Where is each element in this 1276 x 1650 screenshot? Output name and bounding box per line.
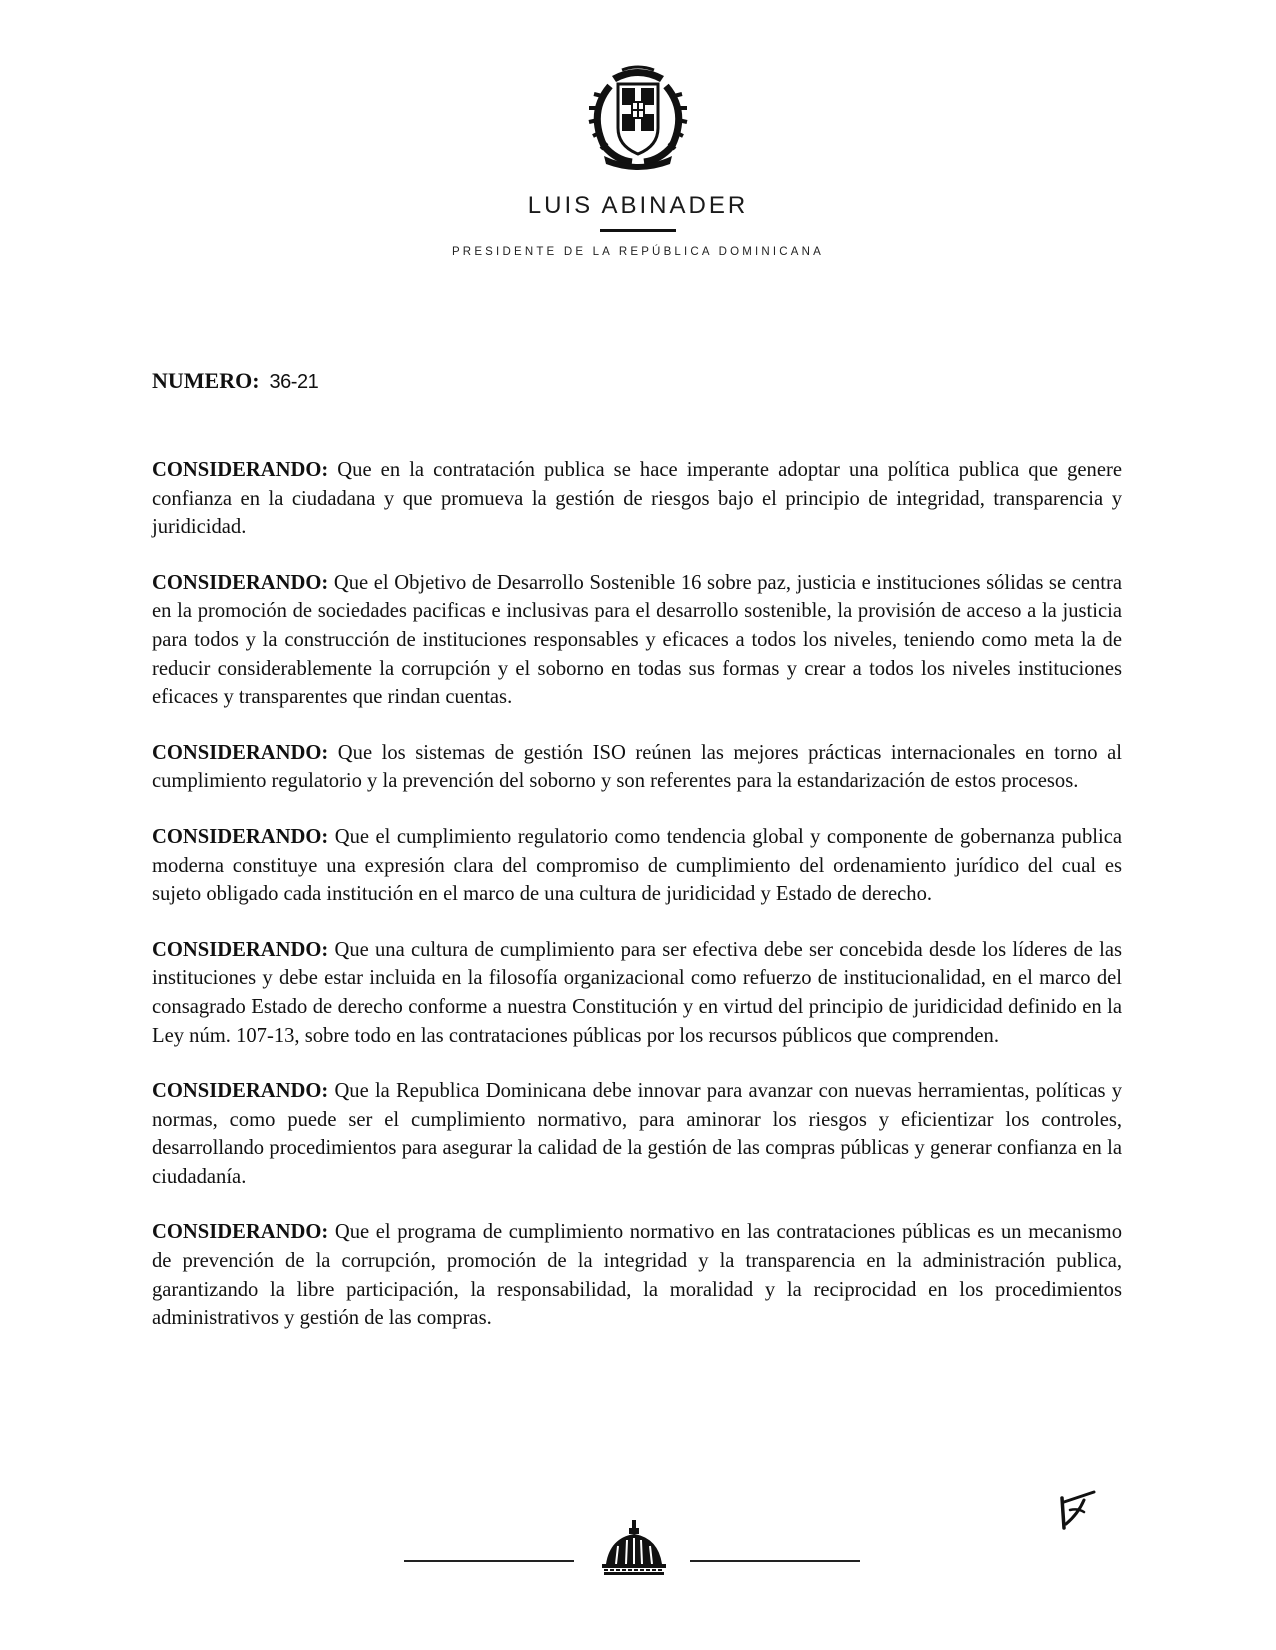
footer-rule-left bbox=[404, 1560, 574, 1562]
clause-keyword: CONSIDERANDO: bbox=[152, 1080, 329, 1103]
decree-number-value: 36-21 bbox=[269, 371, 319, 393]
decree-number bbox=[152, 368, 1122, 394]
footer-rule-right bbox=[690, 1560, 860, 1562]
considerando-clause bbox=[152, 569, 1122, 712]
coat-of-arms-icon bbox=[582, 62, 694, 170]
letterhead bbox=[0, 62, 1276, 258]
considerando-clause bbox=[152, 936, 1122, 1050]
considerando-clause bbox=[152, 1218, 1122, 1332]
clause-text: Que en la contratación publica se hace imperante adoptar una política publica que genere confianza en la ciudadana y que promueva la gestión de riesgos bajo el principio de integridad, transparencia y juridicidad. bbox=[152, 459, 1122, 539]
clause-keyword: CONSIDERANDO: bbox=[152, 741, 329, 764]
decree-body bbox=[152, 368, 1122, 1360]
decree-number-label: NUMERO: bbox=[152, 368, 260, 393]
clause-text: Que el programa de cumplimiento normativo en las contrataciones públicas es un mecanismo de prevención de la corrupción, promoción de la integridad y la transparencia en la administración publica, garantizando la libre participación, la responsabilidad, la moralidad y la reciprocidad en los procedimientos administrativos y gestión de las compras. bbox=[152, 1221, 1122, 1330]
considerando-clause bbox=[152, 1077, 1122, 1191]
considerando-clause bbox=[152, 739, 1122, 796]
page-footer bbox=[0, 1518, 1276, 1578]
clause-keyword: CONSIDERANDO: bbox=[152, 1221, 329, 1244]
clause-keyword: CONSIDERANDO: bbox=[152, 825, 329, 848]
clause-text: Que el cumplimiento regulatorio como tendencia global y componente de gobernanza publica moderna constituye una expresión clara del compromiso de cumplimiento del ordenamiento jurídico del cual es sujeto obligado cada institución en el marco de una cultura de juridicidad y Estado de derecho. bbox=[152, 825, 1122, 906]
considerando-clause bbox=[152, 456, 1122, 542]
president-name: LUIS ABINADER bbox=[527, 192, 749, 219]
clause-text: Que los sistemas de gestión ISO reúnen las mejores prácticas internacionales en torno al cumplimiento regulatorio y la prevención del soborno y son referentes para la estandarización de estos procesos. bbox=[152, 741, 1122, 793]
clause-keyword: CONSIDERANDO: bbox=[152, 571, 329, 594]
clause-text: Que el Objetivo de Desarrollo Sostenible 16 sobre paz, justicia e instituciones sólidas se centra en la promoción de sociedades pacificas e inclusivas para el desarrollo sostenible, la provisión de acceso a la justicia para todos y la construcción de instituciones responsables y eficaces a todos los niveles, teniendo como meta la de reducir considerablemente la corrupción y el soborno en todas sus formas y crear a todos los niveles instituciones eficaces y transparentes que rindan cuentas. bbox=[152, 571, 1122, 709]
president-title: PRESIDENTE DE LA REPÚBLICA DOMINICANA bbox=[451, 246, 825, 258]
clause-keyword: CONSIDERANDO: bbox=[152, 459, 329, 481]
national-palace-dome-icon bbox=[600, 1518, 668, 1576]
name-underline bbox=[600, 229, 676, 232]
clause-keyword: CONSIDERANDO: bbox=[152, 938, 329, 961]
clause-text: Que la Republica Dominicana debe innovar para avanzar con nuevas herramientas, políticas y normas, como puede ser el cumplimiento normativo, para aminorar los riesgos y eficientizar los controles, desarrollando procedimientos para asegurar la calidad de la gestión de las compras públicas y generar confianza en la ciudadanía. bbox=[152, 1080, 1122, 1188]
clause-text: Que una cultura de cumplimiento para ser efectiva debe ser concebida desde los líderes de las instituciones y debe estar incluida en la filosofía organizacional como refuerzo de institucionalidad, en el marco del consagrado Estado de derecho conforme a nuestra Constitución y en virtud del principio de juridicidad definido en la Ley núm. 107-13, sobre todo en las contrataciones públicas por los recursos públicos que comprenden. bbox=[152, 938, 1122, 1047]
considerando-clause bbox=[152, 823, 1122, 909]
